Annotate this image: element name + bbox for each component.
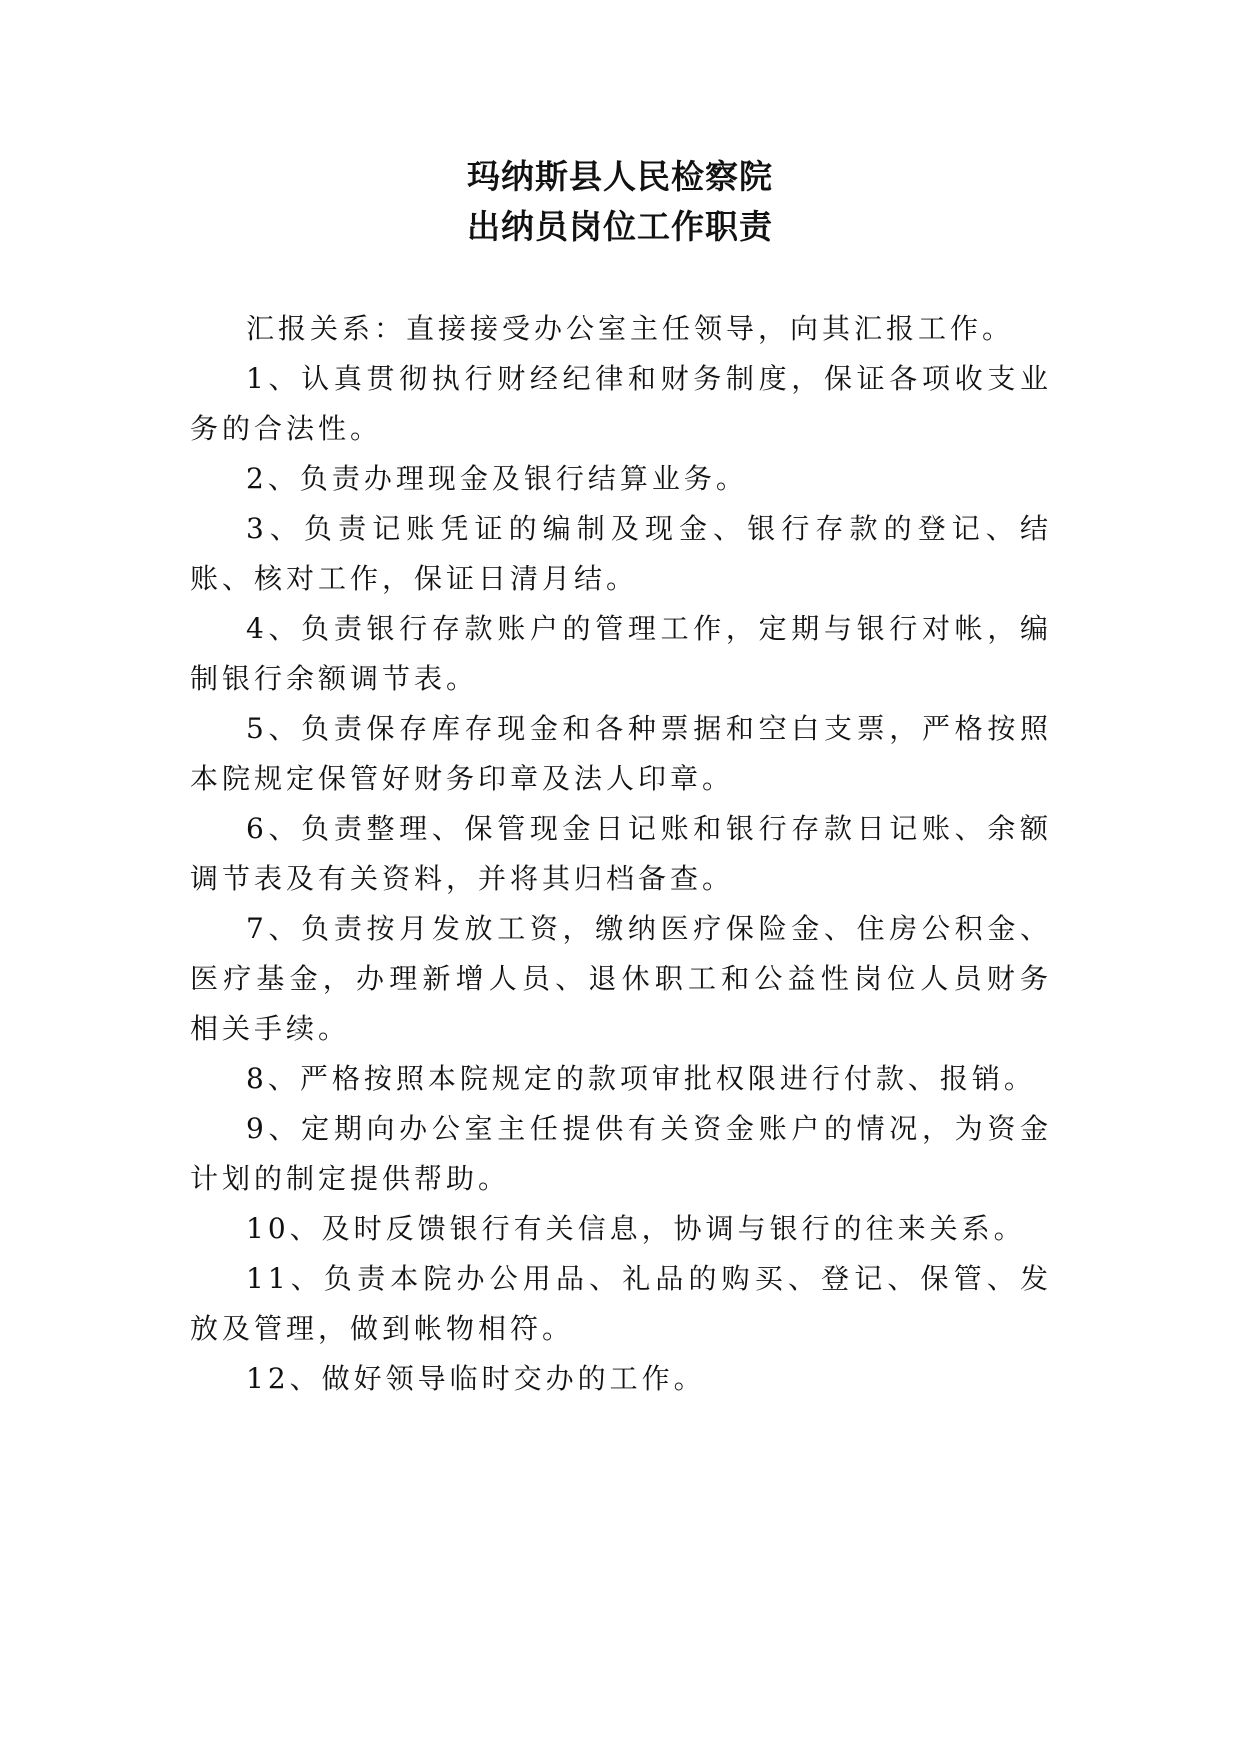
- paragraph-duty-3: 3、负责记账凭证的编制及现金、银行存款的登记、结账、核对工作，保证日清月结。: [190, 512, 1052, 595]
- paragraph-duty-9: 9、定期向办公室主任提供有关资金账户的情况，为资金计划的制定提供帮助。: [190, 1112, 1052, 1195]
- paragraph-duty-11: 11、负责本院办公用品、礼品的购买、登记、保管、发放及管理，做到帐物相符。: [190, 1262, 1052, 1345]
- paragraph-duty-8: 8、严格按照本院规定的款项审批权限进行付款、报销。: [246, 1062, 1036, 1095]
- document-title: [0, 152, 1240, 252]
- paragraph-duty-7: 7、负责按月发放工资，缴纳医疗保险金、住房公积金、医疗基金，办理新增人员、退休职工和公益性岗位人员财务相关手续。: [190, 912, 1052, 1045]
- paragraph-duty-1: 1、认真贯彻执行财经纪律和财务制度，保证各项收支业务的合法性。: [190, 362, 1052, 445]
- paragraph-reporting-relationship: 汇报关系：直接接受办公室主任领导，向其汇报工作。: [246, 312, 1015, 345]
- paragraph-duty-4: 4、负责银行存款账户的管理工作，定期与银行对帐，编制银行余额调节表。: [190, 612, 1052, 695]
- title-position-duties: 出纳员岗位工作职责: [467, 207, 773, 246]
- paragraph-duty-10: 10、及时反馈银行有关信息，协调与银行的往来关系。: [246, 1212, 1026, 1245]
- paragraph-duty-5: 5、负责保存库存现金和各种票据和空白支票，严格按照本院规定保管好财务印章及法人印章。: [190, 712, 1052, 795]
- paragraph-duty-6: 6、负责整理、保管现金日记账和银行存款日记账、余额调节表及有关资料，并将其归档备查。: [190, 812, 1052, 895]
- paragraph-duty-2: 2、负责办理现金及银行结算业务。: [246, 462, 748, 495]
- title-organization: 玛纳斯县人民检察院: [467, 157, 773, 196]
- document-body: [190, 304, 1052, 1404]
- paragraph-duty-12: 12、做好领导临时交办的工作。: [246, 1362, 706, 1395]
